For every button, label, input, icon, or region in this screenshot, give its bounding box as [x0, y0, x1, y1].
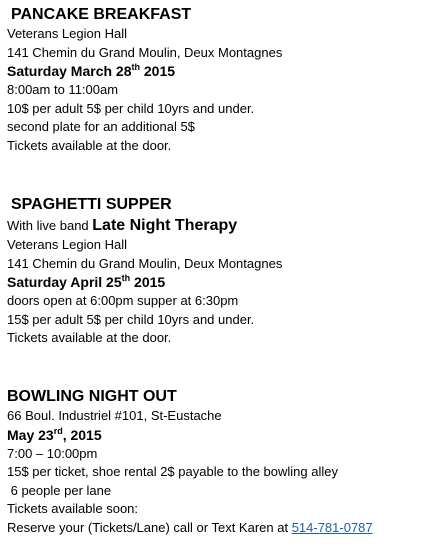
event-venue: Veterans Legion Hall	[7, 26, 127, 41]
event-date-year: 2015	[130, 274, 166, 290]
event-lane-info: 6 people per lane	[7, 482, 112, 498]
event-venue: Veterans Legion Hall	[7, 237, 127, 252]
event-contact-text: Reserve your (Tickets/Lane) call or Text Karen at	[7, 519, 292, 535]
event-time: doors open at 6:00pm supper at 6:30pm	[7, 293, 239, 308]
phone-link[interactable]: 514-781-0787	[291, 519, 373, 535]
event-address: 141 Chemin du Grand Moulin, Deux Montagnes	[7, 44, 283, 60]
event-band	[7, 215, 443, 236]
event-tickets: Tickets available at the door.	[7, 330, 172, 345]
event-band-prefix: With live band	[7, 218, 93, 233]
event-address: 66 Boul. Industriel #101, St-Eustache	[7, 408, 222, 423]
event-date	[7, 426, 443, 445]
event-time: 7:00 – 10:00pm	[7, 445, 98, 461]
event-date	[7, 273, 443, 292]
event-date	[7, 62, 443, 81]
event-price: 10$ per adult 5$ per child 10yrs and under.	[7, 100, 255, 116]
event-date-suffix: rd	[53, 425, 63, 436]
event-price: 15$ per ticket, shoe rental 2$ payable to the bowling alley	[7, 464, 338, 479]
event-date-text: May 23	[7, 426, 54, 443]
event-time: 8:00am to 11:00am	[7, 82, 119, 97]
event-date-suffix: th	[131, 62, 140, 72]
event-address: 141 Chemin du Grand Moulin, Deux Montagnes	[7, 255, 283, 271]
event-date-suffix: th	[121, 273, 131, 283]
event-date-text: Saturday March 28	[7, 63, 132, 79]
event-tickets: Tickets available soon:	[7, 501, 139, 516]
event-date-year: 2015	[140, 63, 176, 79]
event-tickets: Tickets available at the door.	[7, 137, 172, 153]
event-title: BOWLING NIGHT OUT	[7, 388, 177, 405]
event-extra: second plate for an additional 5$	[7, 119, 195, 134]
event-bowling-night	[7, 386, 443, 537]
event-date-text: Saturday April 25	[7, 274, 122, 290]
event-spaghetti-supper	[7, 194, 443, 348]
event-title: PANCAKE BREAKFAST	[11, 6, 192, 23]
event-price: 15$ per adult 5$ per child 10yrs and under.	[7, 311, 255, 327]
event-band-name: Late Night Therapy	[92, 217, 238, 234]
event-pancake-breakfast	[7, 4, 443, 155]
event-date-year: , 2015	[62, 426, 102, 443]
event-title: SPAGHETTI SUPPER	[11, 196, 172, 213]
event-contact	[7, 519, 443, 538]
